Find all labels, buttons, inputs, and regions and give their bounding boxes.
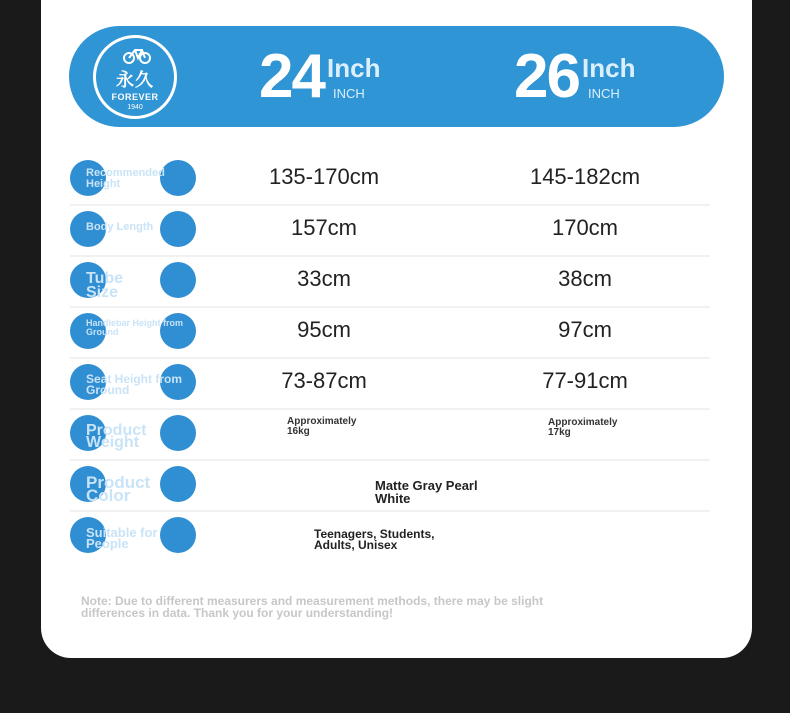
spec-row-product-weight	[70, 411, 710, 455]
spec-row-recommended-height	[70, 156, 710, 200]
row-label: Recommended Height	[86, 167, 165, 190]
logo-brand: FOREVER	[111, 92, 159, 102]
row-value-26: Approximately 17kg	[548, 417, 618, 438]
spec-row-product-color	[70, 462, 710, 506]
row-bullet-icon	[160, 262, 196, 298]
row-value-26: 77-91cm	[542, 368, 628, 393]
row-label: Body Length	[86, 221, 154, 233]
row-value-24: 73-87cm	[281, 368, 367, 393]
row-label: Product Weight	[86, 422, 147, 451]
disclaimer-note: Note: Due to different measurers and measurement methods, there may be slight differences in data. Thank you for your understanding!	[81, 594, 544, 620]
size-24-sub: INCH	[333, 86, 365, 101]
size-header	[69, 26, 724, 127]
row-value-26: 97cm	[558, 317, 612, 342]
row-label: Suitable for People	[86, 525, 158, 551]
size-26-number: 26	[514, 42, 579, 111]
spec-row-tube-size	[70, 258, 710, 302]
size-24-unit: Inch	[327, 53, 381, 83]
logo-year: 1940	[127, 104, 143, 111]
row-divider	[70, 255, 710, 257]
bicycle-icon	[122, 46, 152, 64]
spec-row-body-length	[70, 207, 710, 251]
brand-logo	[93, 35, 177, 119]
row-divider	[70, 306, 710, 308]
row-value-24: 33cm	[297, 266, 351, 291]
row-value-24: 95cm	[297, 317, 351, 342]
row-divider	[70, 459, 710, 461]
row-label: Tube Size	[86, 270, 124, 301]
logo-mark: 永久	[116, 70, 154, 91]
row-value-24: 157cm	[290, 215, 358, 240]
row-label: Handlebar Height from Ground	[86, 318, 184, 337]
row-value-26: 38cm	[558, 266, 612, 291]
row-divider	[70, 408, 710, 410]
row-value-26: 170cm	[551, 215, 619, 240]
spec-row-suitable-people	[70, 513, 710, 557]
size-24-number: 24	[259, 42, 324, 111]
spec-row-seat-height	[70, 360, 710, 404]
spec-row-handlebar-height	[70, 309, 710, 353]
row-value-24: 135-170cm	[268, 164, 380, 189]
size-26-sub: INCH	[588, 86, 620, 101]
row-value-26: 145-182cm	[529, 164, 641, 189]
row-value-people: Teenagers, Students, Adults, Unisex	[314, 527, 435, 552]
row-value-color: Matte Gray Pearl White	[375, 478, 478, 506]
row-label: Seat Height from Ground	[86, 372, 183, 397]
row-divider	[70, 357, 710, 359]
row-divider	[70, 510, 710, 512]
row-value-24: Approximately 16kg	[287, 416, 357, 437]
size-26-unit: Inch	[582, 53, 636, 83]
row-label: Product Color	[86, 473, 151, 505]
row-divider	[70, 204, 710, 206]
